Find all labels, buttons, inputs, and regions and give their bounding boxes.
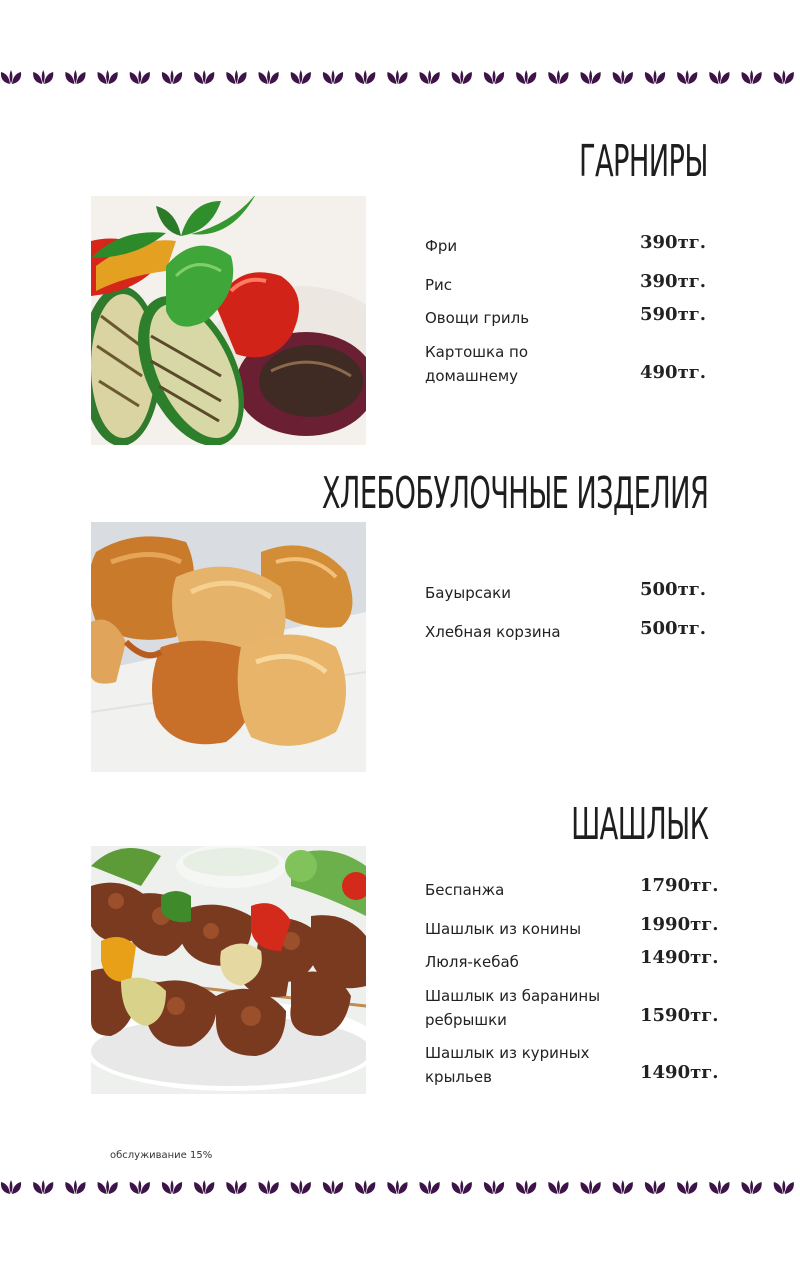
leaf-ornament-icon — [581, 1180, 601, 1194]
leaf-ornament-icon — [323, 1180, 343, 1194]
leaf-ornament-icon — [581, 70, 601, 84]
leaf-ornament-icon — [613, 1180, 633, 1194]
leaf-ornament-icon — [677, 70, 697, 84]
leaf-ornament-icon — [0, 1176, 800, 1200]
leaf-ornament-icon — [452, 70, 472, 84]
leaf-ornament-icon — [226, 70, 246, 84]
leaf-ornament-icon — [162, 70, 182, 84]
shashlik-photo — [91, 846, 366, 1094]
leaf-ornament-icon — [516, 1180, 536, 1194]
leaf-ornament-icon — [516, 70, 536, 84]
leaf-ornament-icon — [194, 1180, 214, 1194]
leaf-ornament-icon — [548, 1180, 568, 1194]
leaf-ornament-icon — [645, 70, 665, 84]
garnish-item-name: Фри — [425, 237, 458, 255]
shashlik-item-name: Шашлык из куриных крыльев — [425, 1044, 590, 1086]
leaf-ornament-icon — [291, 70, 311, 84]
leaf-ornament-icon — [65, 1180, 85, 1194]
leaf-ornament-icon — [387, 1180, 407, 1194]
garnish-item-price: 390тг. — [640, 271, 707, 292]
leaf-ornament-icon — [484, 1180, 504, 1194]
leaf-ornament-icon — [484, 70, 504, 84]
shashlik-item-price: 1790тг. — [640, 875, 719, 896]
leaf-ornament-icon — [0, 66, 800, 90]
garnish-item-price: 390тг. — [640, 232, 707, 253]
leaf-ornament-icon — [33, 70, 53, 84]
bakery-item-name: Хлебная корзина — [425, 623, 561, 641]
shashlik-item-price: 1490тг. — [640, 1062, 719, 1083]
bottom-ornament-border — [0, 1176, 800, 1200]
leaf-ornament-icon — [98, 1180, 118, 1194]
leaf-ornament-icon — [259, 70, 279, 84]
service-charge-note: обслуживание 15% — [110, 1150, 213, 1161]
garnish-item-name: Рис — [425, 276, 453, 294]
shashlik-item-price: 1590тг. — [640, 1005, 719, 1026]
leaf-ornament-icon — [1, 70, 21, 84]
leaf-ornament-icon — [226, 1180, 246, 1194]
garnish-item-name: Овощи гриль — [425, 309, 530, 327]
leaf-ornament-icon — [33, 1180, 53, 1194]
shashlik-item-name: Шашлык из баранины ребрышки — [425, 987, 601, 1029]
leaf-ornament-icon — [130, 70, 150, 84]
section-title-garnish: ГАРНИРЫ — [579, 136, 708, 187]
leaf-ornament-icon — [774, 1180, 794, 1194]
shashlik-item-price: 1990тг. — [640, 914, 719, 935]
garnish-item-price: 490тг. — [640, 362, 707, 383]
bakery-photo — [91, 522, 366, 772]
leaf-ornament-icon — [291, 1180, 311, 1194]
leaf-ornament-icon — [613, 70, 633, 84]
garnish-photo — [91, 196, 366, 445]
leaf-ornament-icon — [194, 70, 214, 84]
garnish-item-price: 590тг. — [640, 304, 707, 325]
leaf-ornament-icon — [709, 70, 729, 84]
leaf-ornament-icon — [65, 70, 85, 84]
section-title-shashlik: ШАШЛЫК — [570, 799, 708, 850]
leaf-ornament-icon — [259, 1180, 279, 1194]
shashlik-item-name: Люля-кебаб — [425, 953, 519, 971]
leaf-ornament-icon — [709, 1180, 729, 1194]
bakery-item-price: 500тг. — [640, 618, 707, 639]
leaf-ornament-icon — [420, 70, 440, 84]
leaf-ornament-icon — [774, 70, 794, 84]
top-ornament-border — [0, 66, 800, 90]
leaf-ornament-icon — [387, 70, 407, 84]
leaf-ornament-icon — [355, 70, 375, 84]
section-title-bakery: ХЛЕБОБУЛОЧНЫЕ ИЗДЕЛИЯ — [321, 468, 708, 519]
leaf-ornament-icon — [1, 1180, 21, 1194]
leaf-ornament-icon — [645, 1180, 665, 1194]
leaf-ornament-icon — [742, 70, 762, 84]
leaf-ornament-icon — [742, 1180, 762, 1194]
leaf-ornament-icon — [420, 1180, 440, 1194]
shashlik-item-name: Беспанжа — [425, 881, 505, 899]
bakery-item-name: Бауырсаки — [425, 584, 511, 602]
bakery-item-price: 500тг. — [640, 579, 707, 600]
leaf-ornament-icon — [323, 70, 343, 84]
leaf-ornament-icon — [452, 1180, 472, 1194]
shashlik-item-name: Шашлык из конины — [425, 920, 582, 938]
leaf-ornament-icon — [162, 1180, 182, 1194]
leaf-ornament-icon — [548, 70, 568, 84]
leaf-ornament-icon — [130, 1180, 150, 1194]
leaf-ornament-icon — [98, 70, 118, 84]
shashlik-item-price: 1490тг. — [640, 947, 719, 968]
leaf-ornament-icon — [355, 1180, 375, 1194]
leaf-ornament-icon — [677, 1180, 697, 1194]
garnish-item-name: Картошка по домашнему — [425, 343, 529, 385]
